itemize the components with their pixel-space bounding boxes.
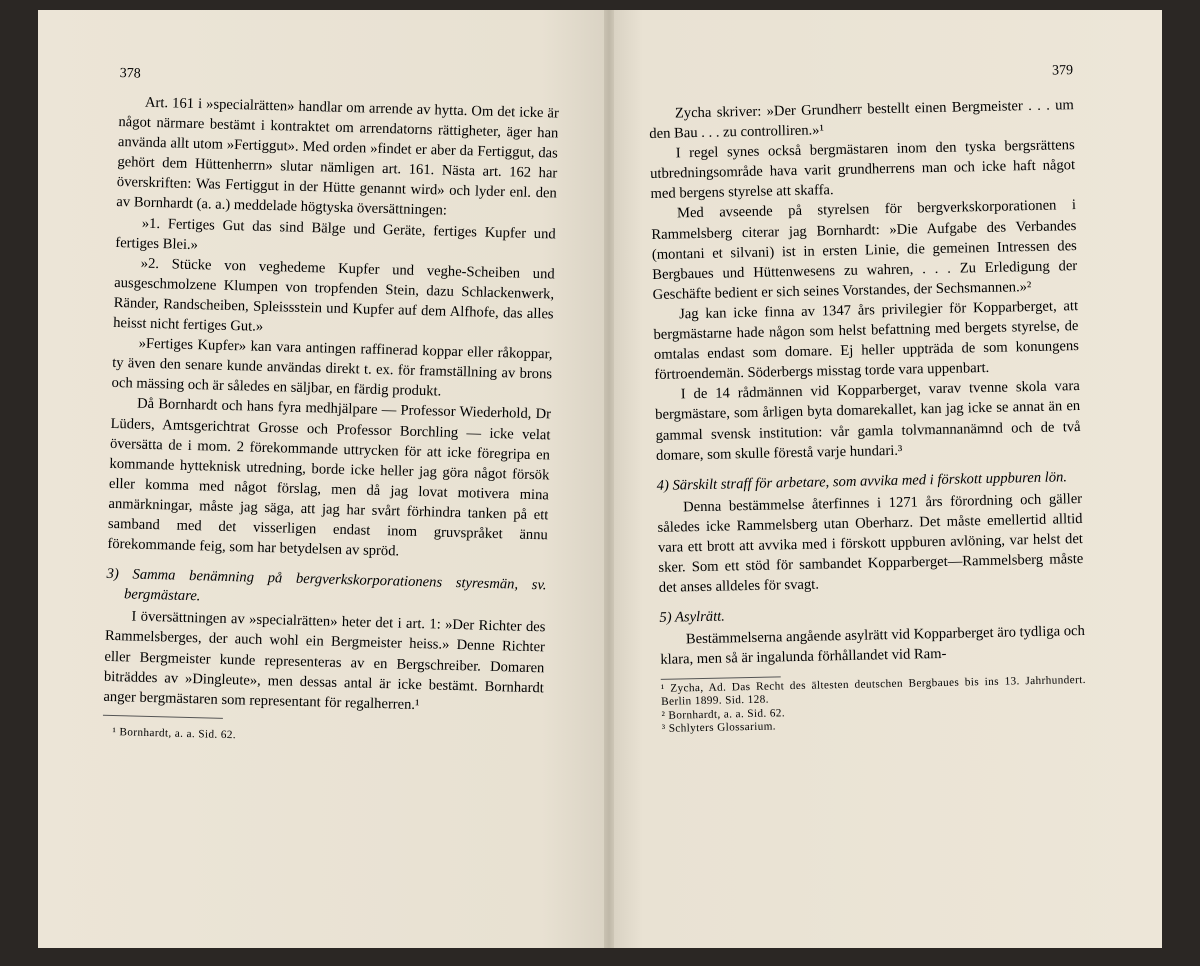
- footnote: ² Bornhardt, a. a. Sid. 62.: [661, 706, 786, 722]
- right-paragraph: I regel synes också bergmästaren inom den tyska bergsrättens utbredningsområde hava varit grundherrens man och icke haft något med bergens styrelse att skaffa.: [650, 137, 1076, 203]
- footnote-rule: [661, 676, 781, 680]
- right-paragraph: Jag kan icke finna av 1347 års privilegier för Kopparberget, att bergmästarne hade någon som helst befattning med bergets styrelse, de omtalas endast som domare. Ej heller uppträda de som konungens förtroendemän. Söderbergs misstag torde vara uppenbart.: [653, 297, 1080, 384]
- left-paragraph: »Fertiges Kupfer» kan vara antingen raffinerad koppar eller råkoppar, ty även den senare kunde användas direkt t. ex. för framställning av brons och mässing och är således en säljbar, en färdig produkt.: [111, 335, 553, 400]
- right-paragraph: Zycha skriver: »Der Grundherr bestellt einen Bergmeister . . . um den Bau . . . zu controlliren.»¹: [649, 97, 1074, 143]
- book-gutter: [604, 10, 614, 948]
- footnote: ¹ Bornhardt, a. a. Sid. 62.: [112, 725, 237, 742]
- left-page-number: 378: [119, 65, 141, 82]
- footnote: ³ Schlyters Glossarium.: [661, 720, 777, 735]
- right-paragraph: I de 14 rådmännen vid Kopparberget, varav tvenne skola vara bergmästare, som årligen byta domarekallet, kan jag icke se annat än en gammal svensk institution: vår gamla tolvmannanämnd och de två domare, som skulle förestå varje hundari.³: [655, 378, 1081, 464]
- left-paragraph: Art. 161 i »specialrätten» handlar om arrende av hytta. Om det icke är något närmare bestämt i kontraktet om arrendatorns rättigheter, äger han använda allt utom »Fertiggut». Med orden »findet er aber da Fertiggut, das gehört dem Hüttenherrn» slutar nämligen art. 161. Nästa art. 162 har överskriften: Was Fertiggut in der Hütte genannt wird» och lyder enl. den av Bornhardt (a. a.) meddelade högtyska översättningen:: [116, 94, 560, 220]
- section-heading-3: 3) Samma benämning på bergverkskorporationens styresmän, sv. bergmästare.: [106, 565, 547, 605]
- right-paragraph: Denna bestämmelse återfinnes i 1271 års förordning och gäller således icke Rammelsberg utan Oberharz. Det måste emellertid alltid vara ett brott att avvika med i förskott uppburen avlöning, var helst det sker. Som ett stöd för sambandet Kopparberget—Rammelsberg måste det anses alldeles för svagt.: [657, 490, 1084, 597]
- section-heading-5: 5) Asylrätt.: [659, 608, 726, 627]
- right-paragraph: Med avseende på styrelsen för bergverkskorporationen i Rammelsberg citerar jag Bornhardt: »Die Aufgabe des Verbandes (montani et silvani) ist in ersten Linie, die gemeinen Intressen des Bergbaues und Hüttenwesens zu wahren, . . . Zu Erledigung der Geschäfte bedient er sich seines Vorstandes, der Sechsmannen.»²: [651, 197, 1078, 303]
- left-page-text: [102, 64, 560, 751]
- footnote-rule: [103, 715, 223, 719]
- right-page-text: [648, 61, 1087, 736]
- left-paragraph: I översättningen av »specialrätten» heter det i art. 1: »Der Richter des Rammelsberges, der auch wohl ein Bergmeister heiss.» Denne Richter eller Bergmeister kunde representeras av en Bergschreiber. Domaren biträddes av »Dingleute», men dessas antal är icke bestämt. Bornhardt anger bergmästaren som representant för regalherren.¹: [103, 608, 546, 713]
- left-paragraph: »1. Fertiges Gut das sind Bälge und Geräte, fertiges Kupfer und fertiges Blei.»: [115, 215, 556, 253]
- left-paragraph: »2. Stücke von veghedeme Kupfer und veghe-Scheiben und ausgeschmolzene Klumpen von tropfenden Stein, dazu Schlackenwerk, Ränder, Randscheiben, Spleissstein und Kupfer auf dem Alfhofe, das alles heisst nicht fertiges Gut.»: [113, 255, 555, 335]
- left-paragraph: Då Bornhardt och hans fyra medhjälpare — Professor Wiederhold, Dr Lüders, Amtsgerichtrat Grosse och Professor Borchling — icke velat översätta de i mom. 2 förekommande uttrycken för att icke föregripa en kommande hytteknisk utredning, borde icke heller jag göra något försök eller komma med något förslag, men då jag lovat motivera mina anmärkningar, måste jag säga, att jag har svårt förhindra tanken på ett samband med det visserligen endast inom gruvspråket ännu förekommande feig, som har betydelsen av spröd.: [107, 395, 552, 560]
- right-page-number: 379: [1051, 63, 1074, 79]
- right-paragraph: Bestämmelserna angående asylrätt vid Kopparberget äro tydliga och klara, men så är ingalunda förhållandet vid Ram-: [660, 623, 1086, 669]
- section-heading-4: 4) Särskilt straff för arbetare, som avvika med i förskott uppburen lön.: [656, 469, 1068, 494]
- footnote: ¹ Zycha, Ad. Das Recht des ältesten deutschen Bergbaues bis ins 13. Jahrhundert. Berlin 1899. Sid. 128.: [660, 673, 1086, 708]
